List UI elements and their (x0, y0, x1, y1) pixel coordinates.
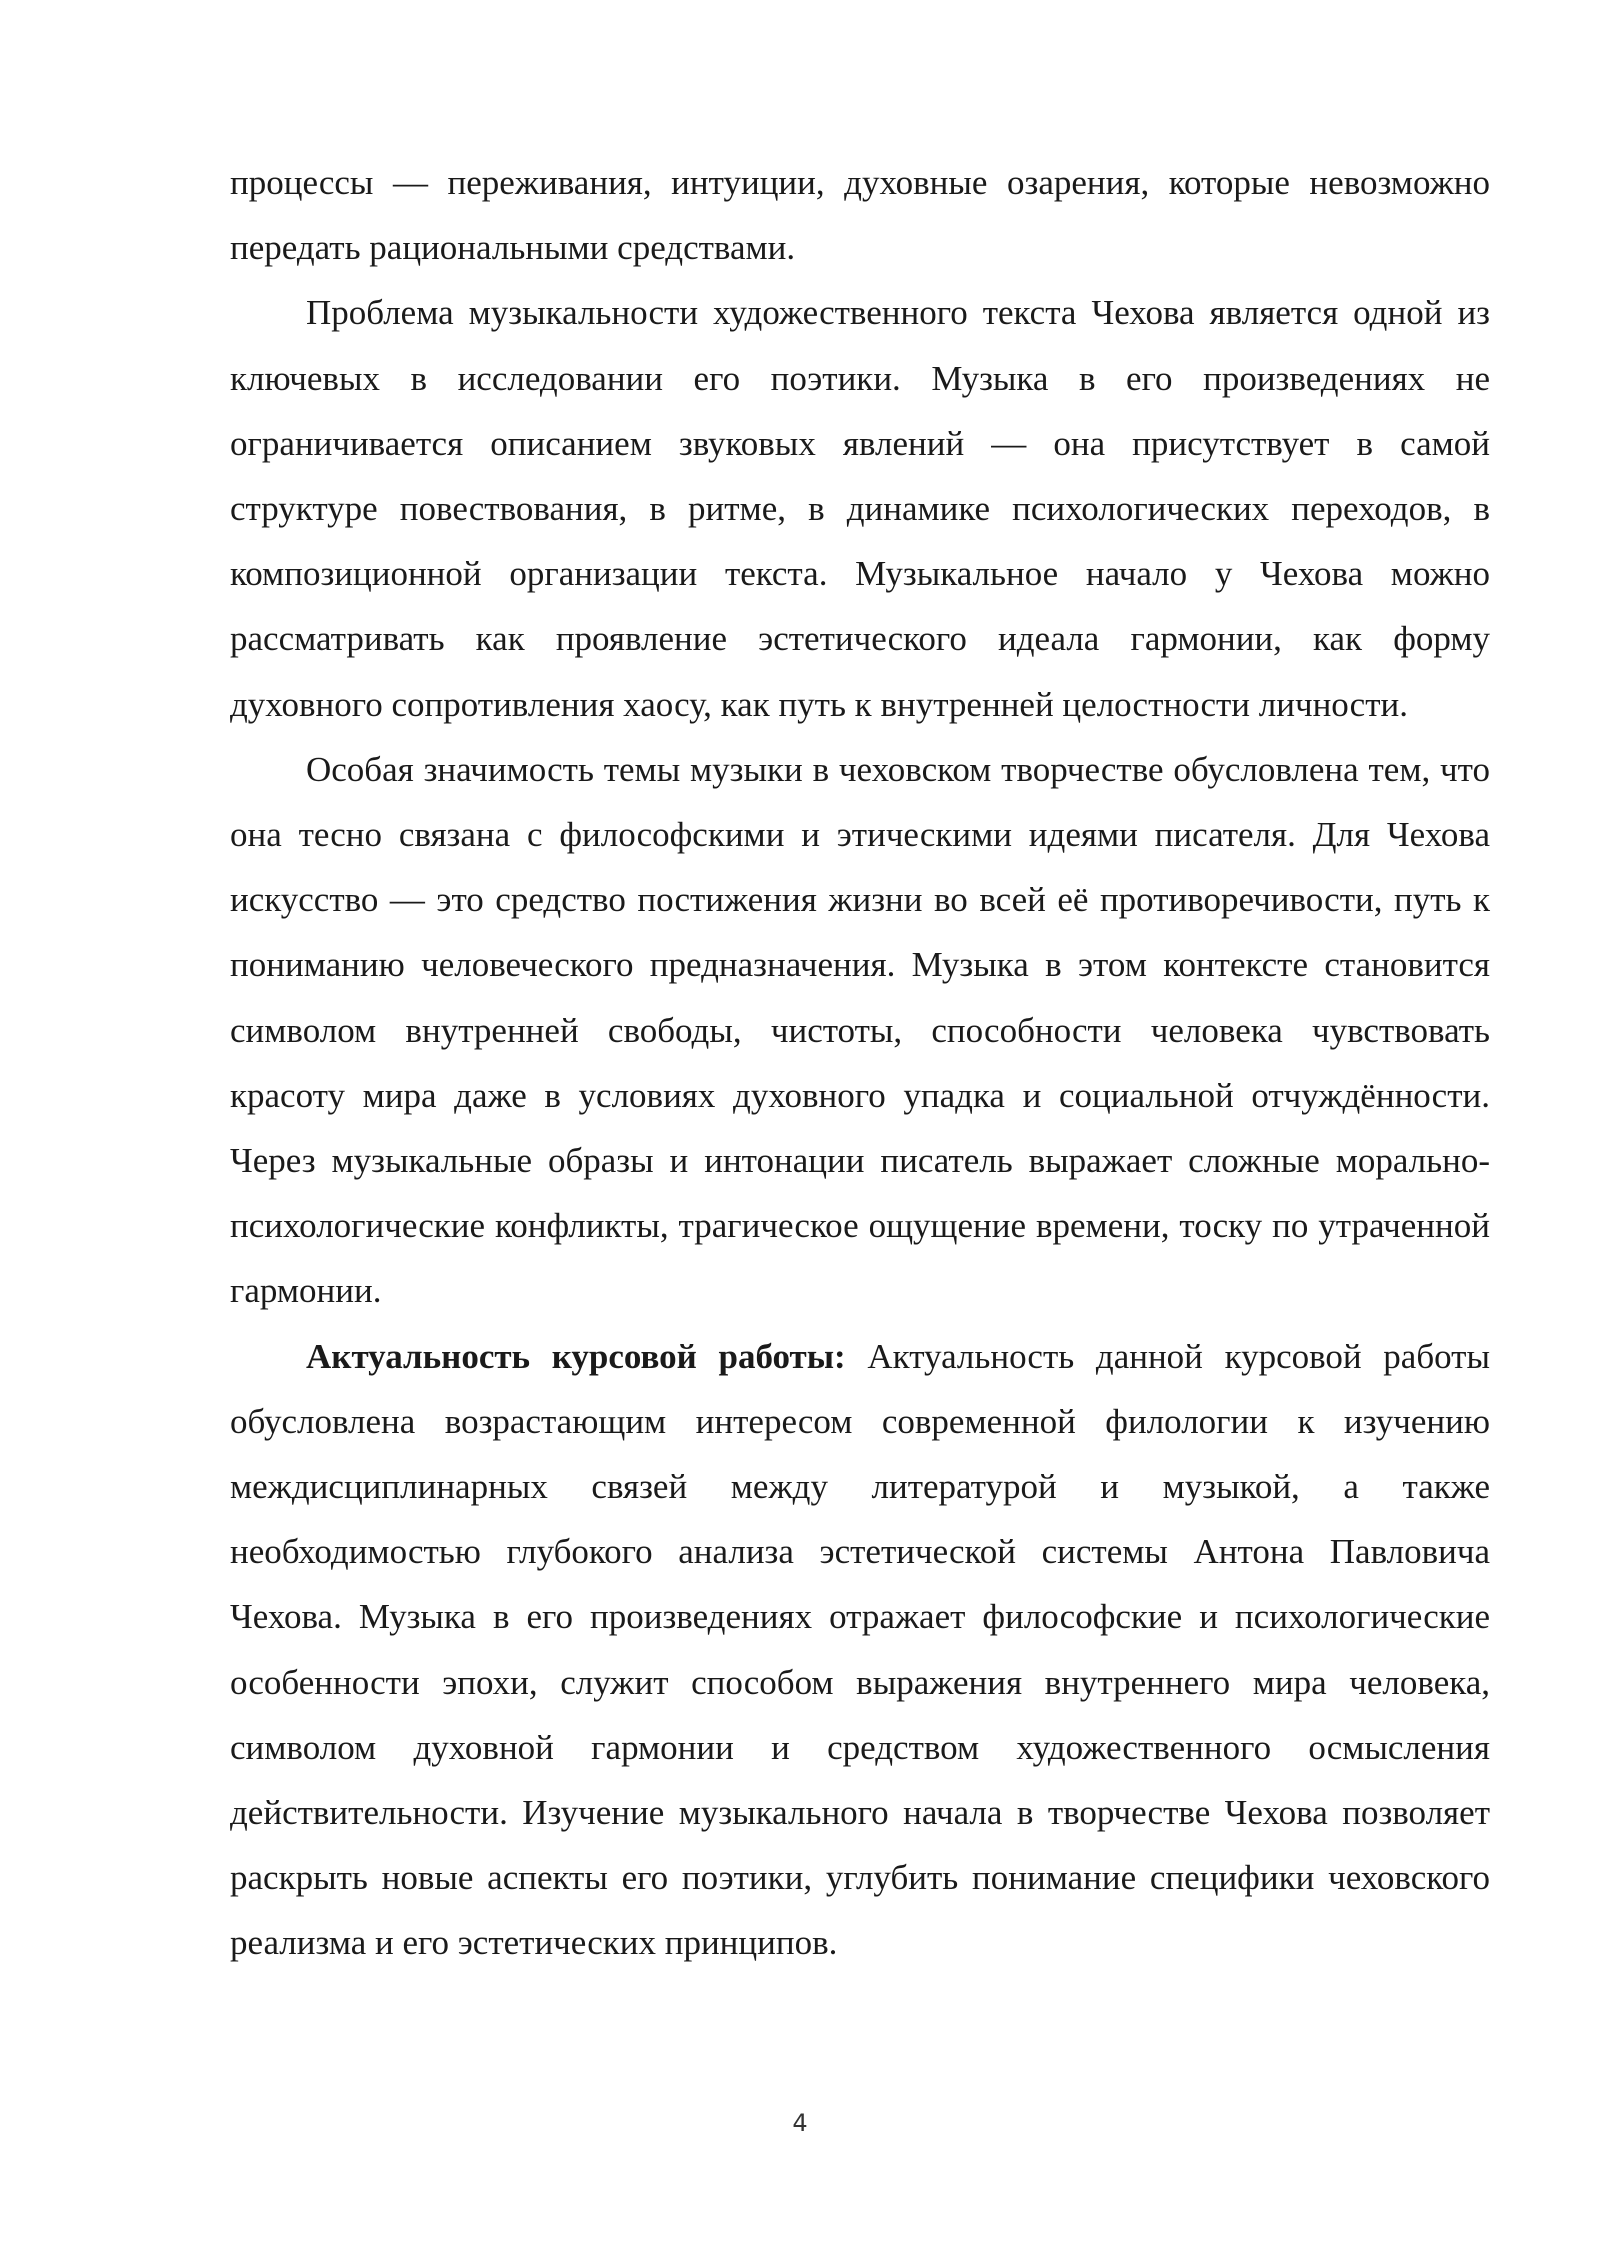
document-body (230, 150, 1490, 1976)
relevance-heading: Актуальность курсовой работы: (306, 1336, 846, 1376)
page-number: 4 (792, 2109, 808, 2137)
paragraph-text: процессы — переживания, интуиции, духовные озарения, которые невозможно передать рациональными средствами. (230, 163, 1490, 268)
paragraph-text: Особая значимость темы музыки в чеховском творчестве обусловлена тем, что она тесно связана с философскими и этическими идеями писателя. Для Чехова искусство — это средство постижения жизни во всей её противоречивости, путь к пониманию человеческого предназначения. Музыка в этом контексте становится символом внутренней свободы, чистоты, способности человека чувствовать красоту мира даже в условиях духовного упадка и социальной отчуждённости. Через музыкальные образы и интонации писатель выражает сложные морально-психологические конфликты, трагическое ощущение времени, тоску по утраченной гармонии. (230, 749, 1490, 1311)
paragraph-continuation (230, 150, 1490, 280)
paragraph-musicality-problem (230, 280, 1490, 736)
paragraph-relevance (230, 1324, 1490, 1976)
paragraph-text: Проблема музыкальности художественного текста Чехова является одной из ключевых в исследовании его поэтики. Музыка в его произведениях не ограничивается описанием звуковых явлений — она присутствует в самой структуре повествования, в ритме, в динамике психологических переходов, в композиционной организации текста. Музыкальное начало у Чехова можно рассматривать как проявление эстетического идеала гармонии, как форму духовного сопротивления хаосу, как путь к внутренней целостности личности. (230, 293, 1490, 724)
paragraph-music-significance (230, 737, 1490, 1324)
paragraph-text: Актуальность данной курсовой работы обусловлена возрастающим интересом современной филологии к изучению междисциплинарных связей между литературой и музыкой, а также необходимостью глубокого анализа эстетической системы Антона Павловича Чехова. Музыка в его произведениях отражает философские и психологические особенности эпохи, служит способом выражения внутреннего мира человека, символом духовной гармонии и средством художественного осмысления действительности. Изучение музыкального начала в творчестве Чехова позволяет раскрыть новые аспекты его поэтики, углубить понимание специфики чеховского реализма и его эстетических принципов. (230, 1336, 1490, 1963)
